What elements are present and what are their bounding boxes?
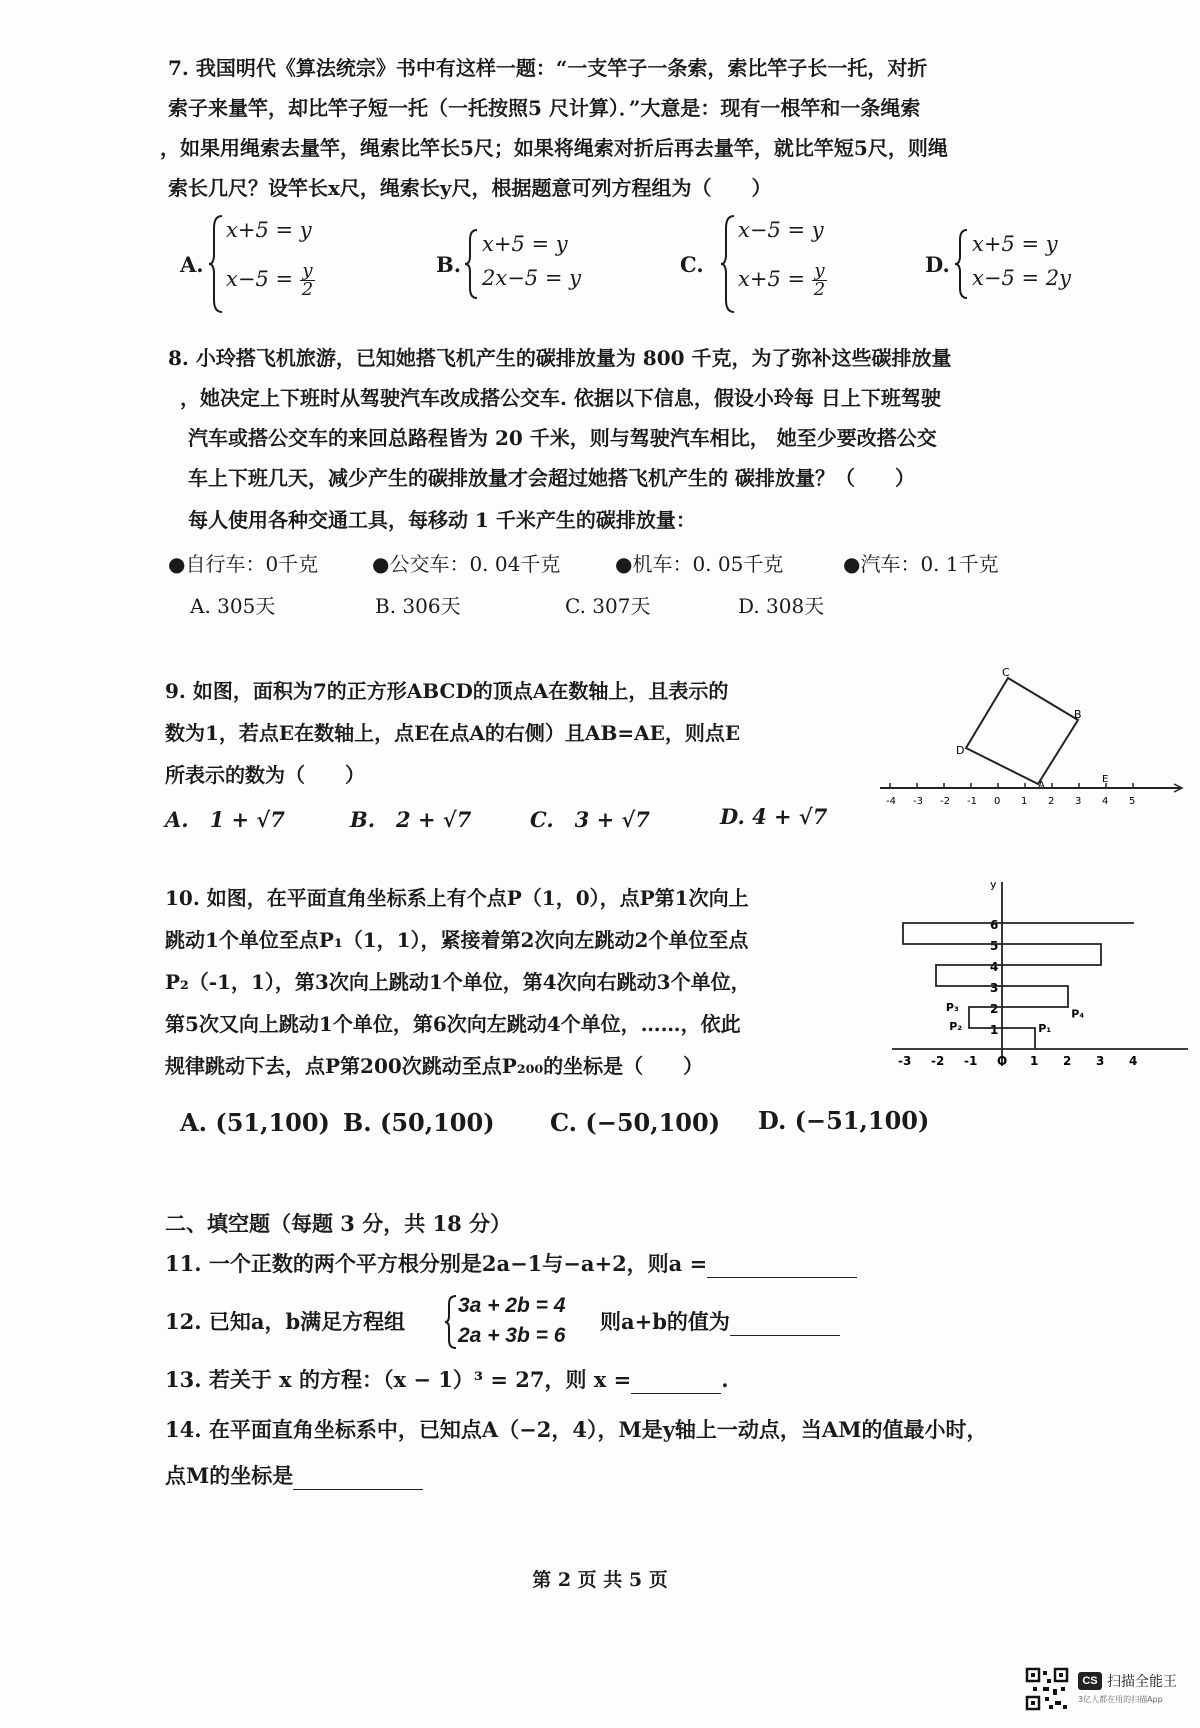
q9-tick-labels [886,783,1135,807]
q8-line-1: 8. 小玲搭飞机旅游，已知她搭飞机产生的碳排放量为 800 千克，为了弥补这些碳排放量 [168,346,952,370]
x-tick-label: 1 [1030,1054,1039,1068]
x-tick-label: -2 [931,1054,945,1068]
q7-option-c-eq1: x−5 = y [738,218,824,242]
q7-option-b-label: B. [436,252,462,277]
q7-option-a-label: A. [180,252,204,277]
q10-option-a: A. (51,100) [180,1108,330,1137]
x-tick-label: O [997,1054,1008,1068]
q9-tick-label: 5 [1129,796,1136,807]
q11: 11. 一个正数的两个平方根分别是2a−1与−a+2，则a = [165,1250,857,1278]
q10-line-2: 跳动1个单位至点P₁（1，1），紧接着第2次向左跳动2个单位至点 [165,928,749,952]
q8-line-4: 车上下班几天，减少产生的碳排放量才会超过她搭飞机产生的 碳排放量？（ ） [188,466,915,490]
q9-tick-label: 3 [1075,796,1082,807]
q9-option-d: D. 4 + √7 [720,804,828,829]
q9-tick-label: -4 [886,796,896,807]
q9-line-1: 9. 如图，面积为7的正方形ABCD的顶点A在数轴上，且表示的 [165,679,729,703]
q9-label-d: D [956,744,965,757]
q10-option-c: C. (−50,100) [550,1108,721,1137]
q10-line-4: 第5次又向上跳动1个单位，第6次向左跳动4个单位，……，依此 [165,1012,741,1036]
q9-line-2: 数为1，若点E在数轴上，点E在点A的右侧）且AB=AE，则点E [165,721,741,745]
q7-option-a-brace [208,214,226,314]
q9-tick-label: -1 [967,796,977,807]
x-tick-label: -3 [898,1054,912,1068]
q7-line-4: 索长几尺？设竿长x尺，绳索长y尺，根据题意可列方程组为（ ） [168,176,772,200]
q7-option-d-brace [954,228,970,300]
q9-label-c: C [1002,666,1010,679]
q9-tick-label: 1 [1021,796,1028,807]
q12-suffix: 则a+b的值为 [600,1308,840,1336]
q8-option-b: B. 306天 [375,594,461,618]
q7-option-b-eq2: 2x−5 = y [482,266,581,290]
q9-line-3: 所表示的数为（ ） [165,763,365,787]
x-tick-label: -1 [964,1054,978,1068]
q7-option-c-brace [720,214,738,314]
page-number: 第 2 页 共 5 页 [532,1569,668,1591]
y-tick-label: 1 [990,1023,999,1037]
y-tick-label: 3 [990,981,999,995]
y-tick-label: 2 [990,1002,999,1016]
jump-path [903,923,1134,1049]
camscanner-tagline: 3亿人都在用的扫描App [1078,1695,1163,1704]
x-tick-label: 3 [1096,1054,1105,1068]
q7-option-d-label: D. [925,252,950,277]
q8-line-3: 汽车或搭公交车的来回总路程皆为 20 千米，则与驾驶汽车相比， 她至少要改搭公交 [188,426,937,450]
q7-option-c-eq2: x+5 = $\frac{y}{2}$ [738,260,826,300]
y-axis-label: y [990,878,997,891]
camscanner-badge: CS [1078,1672,1102,1690]
q11-answer-blank[interactable] [707,1255,857,1278]
q7-option-b-eq1: x+5 = y [482,232,568,256]
q12-eq1: 3a + 2b = 4 [458,1294,566,1317]
q7-option-a-eq2: x−5 = $\frac{y}{2}$ [226,260,314,300]
point-label: P₄ [1071,1007,1085,1021]
q9-figure [880,660,1190,820]
q9-tick-label: 0 [994,796,1001,807]
q10-figure [892,876,1192,1068]
q10-path-diagram [892,878,1188,1068]
q9-square [966,678,1078,784]
q14-answer-blank[interactable] [293,1467,423,1490]
q9-tick-label: 4 [1102,796,1109,807]
q7-option-d-eq1: x+5 = y [972,232,1058,256]
q7-option-c-label: C. [680,252,704,277]
q9-option-a: A. 1 + √7 [165,807,285,832]
qr-code-icon [1025,1667,1069,1711]
q7-line-3: ，如果用绳索去量竿，绳索比竿长5尺；如果将绳索对折后再去量竿，就比竿短5尺，则绳 [160,136,948,160]
camscanner-name: 扫描全能王 [1107,1674,1177,1690]
q9-option-b: B. 2 + √7 [350,807,472,832]
q10-line-3: P₂（-1，1），第3次向上跳动1个单位，第4次向右跳动3个单位， [165,970,751,994]
q13-answer-blank[interactable] [631,1371,721,1394]
point-label: P₁ [1038,1022,1052,1035]
q8-vehicle-bus: ●公交车：0. 04千克 [372,552,561,576]
q12-brace [444,1294,458,1350]
q7-option-a-eq1: x+5 = y [226,218,312,242]
y-tick-label: 5 [990,939,999,953]
point-label: P₂ [949,1019,963,1033]
q14-line-2: 点M的坐标是 [165,1462,423,1490]
q10-option-d: D. (−51,100) [758,1106,930,1135]
q10-line-5: 规律跳动下去，点P第200次跳动至点P₂₀₀的坐标是（ ） [165,1054,704,1078]
q7-option-b-brace [464,228,480,300]
q9-tick-label: -3 [913,796,923,807]
y-tick-label: 4 [990,960,999,974]
x-tick-label: 4 [1129,1054,1138,1068]
q8-line-2: ，她决定上下班时从驾驶汽车改成搭公交车. 依据以下信息，假设小玲每 日上下班驾驶 [180,386,941,410]
q9-number-line [880,784,1182,792]
section2-title: 二、填空题（每题 3 分，共 18 分） [165,1211,512,1236]
q8-option-a: A. 305天 [190,594,276,618]
q8-vehicle-car: ●汽车：0. 1千克 [843,552,999,576]
q8-option-c: C. 307天 [565,594,651,618]
q12: 12. 已知a，b满足方程组 [165,1309,406,1334]
q9-label-e: E [1102,774,1109,785]
q10-line-1: 10. 如图，在平面直角坐标系上有个点P（1，0），点P第1次向上 [165,886,749,910]
y-tick-label: 6 [990,918,999,932]
q13: 13. 若关于 x 的方程：（x − 1）³ = 27，则 x = . [165,1367,729,1392]
q7-line-1: 7. 我国明代《算法统宗》书中有这样一题：“一支竿子一条索，索比竿子长一托，对折 [168,56,928,80]
q9-label-a: A [1038,780,1045,791]
q8-vehicle-bike: ●自行车：0千克 [168,552,319,576]
q14-line-1: 14. 在平面直角坐标系中，已知点A（−2，4），M是y轴上一动点，当AM的值最小时， [165,1417,988,1442]
q9-tick-label: -2 [940,796,950,807]
q8-vehicle-motorbike: ●机车：0. 05千克 [615,552,784,576]
q10-option-b: B. (50,100) [343,1108,495,1137]
q12-answer-blank[interactable] [730,1313,840,1336]
q9-label-b: B [1074,708,1082,721]
q7-line-2: 索子来量竿，却比竿子短一托（一托按照5 尺计算）．”大意是：现有一根竿和一条绳索 [168,96,921,120]
q9-option-c: C. 3 + √7 [530,807,650,832]
x-tick-label: 2 [1063,1054,1072,1068]
q9-tick-label: 2 [1048,796,1055,807]
q8-option-d: D. 308天 [738,594,825,618]
q8-line-5: 每人使用各种交通工具，每移动 1 千米产生的碳排放量： [188,508,696,532]
q12-eq2: 2a + 3b = 6 [458,1324,566,1347]
q7-option-d-eq2: x−5 = 2y [972,266,1071,290]
point-label: P₃ [945,1001,959,1014]
